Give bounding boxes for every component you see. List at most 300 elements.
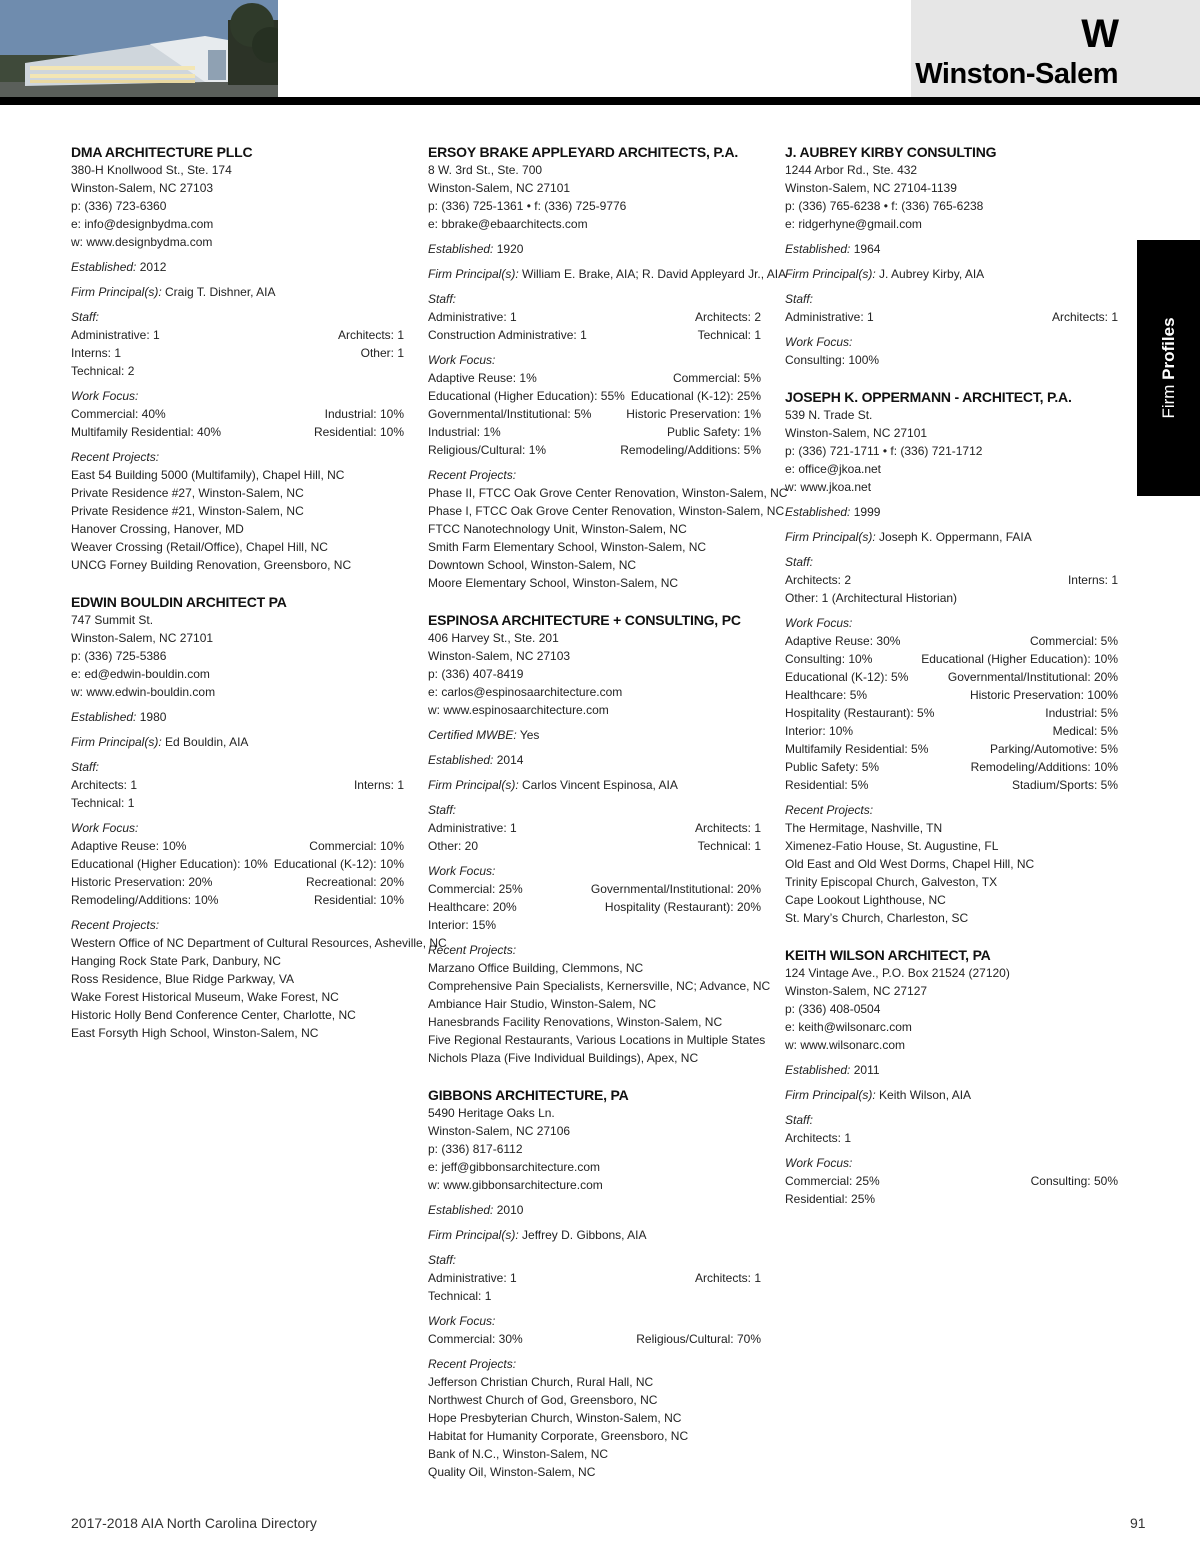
firm-work-focus-row <box>785 722 1118 740</box>
firm-established-value: 2010 <box>496 1203 524 1217</box>
firm-staff <box>785 1111 1118 1147</box>
firm-address-line: Winston-Salem, NC 27103 <box>428 649 571 663</box>
project-item: Hanesbrands Facility Renovations, Winston-Salem, NC <box>428 1015 723 1029</box>
firm-projects-label: Recent Projects: <box>71 450 160 464</box>
firm-principals-label: Firm Principal(s): <box>785 530 876 544</box>
firm-work-focus-label: Work Focus: <box>428 864 496 878</box>
firm-work-focus <box>428 351 761 459</box>
firm-principals-value: Joseph K. Oppermann, FAIA <box>879 530 1032 544</box>
firm-name: J. AUBREY KIRBY CONSULTING <box>785 144 997 160</box>
header-section-tab <box>911 0 1200 97</box>
project-item: Bank of N.C., Winston-Salem, NC <box>428 1447 609 1461</box>
firm-address-line: 380-H Knollwood St., Ste. 174 <box>71 163 232 177</box>
firm-work-focus-row <box>428 387 761 405</box>
firm-established-label: Established: <box>71 710 137 724</box>
firm-entry <box>428 610 771 1067</box>
firm-established-value: 1980 <box>139 710 167 724</box>
firm-staff-row <box>428 1287 761 1305</box>
side-tab-prefix: Firm <box>1158 384 1178 419</box>
firm-name: ERSOY BRAKE APPLEYARD ARCHITECTS, P.A. <box>428 144 739 160</box>
header-building-photo <box>0 0 278 97</box>
firm-work-focus-row <box>428 405 761 423</box>
firm-projects <box>428 941 771 1067</box>
firm-address-line: 1244 Arbor Rd., Ste. 432 <box>785 163 918 177</box>
firm-work-focus-item: Public Safety: 1% <box>666 425 761 439</box>
firm-staff-item: Administrative: 1 <box>428 821 517 835</box>
firm-work-focus-item: Multifamily Residential: 5% <box>785 742 929 756</box>
firm-entry <box>71 142 404 574</box>
firm-name: DMA ARCHITECTURE PLLC <box>71 144 253 160</box>
firm-principals-value: J. Aubrey Kirby, AIA <box>879 267 985 281</box>
firm-work-focus <box>71 819 404 909</box>
firm-principals-value: Carlos Vincent Espinosa, AIA <box>522 778 678 792</box>
project-item: Northwest Church of God, Greensboro, NC <box>428 1393 658 1407</box>
firm-projects-label: Recent Projects: <box>428 943 517 957</box>
project-item: St. Mary’s Church, Charleston, SC <box>785 911 969 925</box>
firm-established-label: Established: <box>428 242 494 256</box>
firm-name: KEITH WILSON ARCHITECT, PA <box>785 947 991 963</box>
project-item: Five Regional Restaurants, Various Locations in Multiple States <box>428 1033 766 1047</box>
firm-established <box>428 751 761 769</box>
firm-work-focus-item: Interior: 10% <box>785 724 854 738</box>
firm-work-focus-item: Multifamily Residential: 40% <box>71 425 222 439</box>
project-item: East Forsyth High School, Winston-Salem, NC <box>71 1026 319 1040</box>
firm-staff-row <box>785 1129 1118 1147</box>
project-item: Old East and Old West Dorms, Chapel Hill, NC <box>785 857 1035 871</box>
firm-work-focus-item: Historic Preservation: 100% <box>969 688 1118 702</box>
firm-principals-label: Firm Principal(s): <box>71 285 162 299</box>
firm-staff-row <box>785 571 1118 589</box>
firm-principals-value: Ed Bouldin, AIA <box>165 735 249 749</box>
project-item: UNCG Forney Building Renovation, Greensboro, NC <box>71 558 352 572</box>
firm-established-label: Established: <box>71 260 137 274</box>
firm-principals-label: Firm Principal(s): <box>71 735 162 749</box>
firm-work-focus-item: Adaptive Reuse: 1% <box>428 371 537 385</box>
firm-mwbe-value: Yes <box>519 728 540 742</box>
project-item: Hanover Crossing, Hanover, MD <box>71 522 244 536</box>
project-item: Historic Holly Bend Conference Center, Charlotte, NC <box>71 1008 356 1022</box>
firm-work-focus-item: Recreational: 20% <box>305 875 404 889</box>
firm-established-label: Established: <box>428 753 494 767</box>
firm-staff-item: Architects: 1 <box>71 778 138 792</box>
firm-projects <box>71 448 404 574</box>
firm-work-focus-item: Commercial: 30% <box>428 1332 523 1346</box>
firm-principals <box>428 1226 761 1244</box>
firm-work-focus-item: Healthcare: 20% <box>428 900 517 914</box>
firm-established <box>785 240 1118 258</box>
firm-work-focus-row <box>428 898 761 916</box>
firm-staff-item: Architects: 2 <box>785 573 852 587</box>
firm-staff <box>785 290 1118 326</box>
firm-work-focus-label: Work Focus: <box>71 821 139 835</box>
firm-contact-line: w: www.designbydma.com <box>71 235 213 249</box>
firm-staff-item: Technical: 2 <box>71 364 135 378</box>
firm-established-value: 2012 <box>139 260 167 274</box>
project-item: Phase I, FTCC Oak Grove Center Renovation, Winston-Salem, NC <box>428 504 785 518</box>
firm-work-focus-item: Educational (Higher Education): 10% <box>921 652 1118 666</box>
firm-contact-line: e: info@designbydma.com <box>71 217 214 231</box>
firm-work-focus-item: Industrial: 10% <box>324 407 404 421</box>
project-item: Nichols Plaza (Five Individual Buildings), Apex, NC <box>428 1051 699 1065</box>
firm-staff <box>428 1251 761 1305</box>
firm-contact-line: w: www.wilsonarc.com <box>785 1038 906 1052</box>
firm-work-focus-item: Commercial: 5% <box>1029 634 1118 648</box>
firm-work-focus-row <box>785 758 1118 776</box>
firm-staff <box>785 553 1118 607</box>
firm-principals <box>785 265 1118 283</box>
firm-principals <box>71 733 404 751</box>
firm-name: JOSEPH K. OPPERMANN - ARCHITECT, P.A. <box>785 389 1072 405</box>
firm-staff-item: Architects: 1 <box>1051 310 1118 324</box>
firm-staff-row <box>71 794 404 812</box>
firm-principals <box>785 528 1118 546</box>
firm-address-line: Winston-Salem, NC 27101 <box>71 631 214 645</box>
firm-projects <box>428 466 788 592</box>
firm-address-line: Winston-Salem, NC 27103 <box>71 181 214 195</box>
firm-work-focus-row <box>428 423 761 441</box>
firm-work-focus-row <box>71 855 404 873</box>
firm-work-focus-row <box>785 686 1118 704</box>
section-letter: W <box>1081 12 1118 56</box>
firm-established-label: Established: <box>785 242 851 256</box>
firm-staff-row <box>428 837 761 855</box>
firm-staff-label: Staff: <box>428 292 457 306</box>
project-item: Western Office of NC Department of Cultural Resources, Asheville, NC <box>71 936 447 950</box>
firm-staff-item: Interns: 1 <box>71 346 122 360</box>
firm-staff-item: Interns: 1 <box>353 778 404 792</box>
firm-work-focus-item: Medical: 5% <box>1052 724 1118 738</box>
firm-work-focus-item: Consulting: 10% <box>785 652 873 666</box>
firm-staff-item: Interns: 1 <box>1067 573 1118 587</box>
firm-staff-row <box>428 1269 761 1287</box>
side-tab-label <box>1159 317 1179 418</box>
project-item: Ross Residence, Blue Ridge Parkway, VA <box>71 972 294 986</box>
firm-address-line: Winston-Salem, NC 27101 <box>785 426 928 440</box>
firm-contact-line: w: www.edwin-bouldin.com <box>71 685 216 699</box>
firm-work-focus-row <box>71 405 404 423</box>
firm-contact-line: e: ed@edwin-bouldin.com <box>71 667 210 681</box>
firm-principals <box>785 1086 1118 1104</box>
firm-staff-item: Technical: 1 <box>697 839 761 853</box>
firm-work-focus-item: Industrial: 1% <box>428 425 501 439</box>
firm-established-label: Established: <box>785 505 851 519</box>
firm-work-focus-item: Adaptive Reuse: 10% <box>71 839 187 853</box>
firm-address-line: Winston-Salem, NC 27104-1139 <box>785 181 957 195</box>
firm-entry <box>785 387 1118 927</box>
firm-work-focus-row <box>785 704 1118 722</box>
firm-staff-label: Staff: <box>71 760 100 774</box>
firm-staff-item: Architects: 2 <box>694 310 761 324</box>
firm-principals-value: William E. Brake, AIA; R. David Appleyard Jr., AIA <box>522 267 787 281</box>
firm-work-focus <box>785 333 1118 369</box>
firm-principals-value: Keith Wilson, AIA <box>879 1088 972 1102</box>
firm-principals <box>71 283 404 301</box>
project-item: Hope Presbyterian Church, Winston-Salem, NC <box>428 1411 682 1425</box>
firm-entry <box>428 1085 761 1481</box>
firm-projects-label: Recent Projects: <box>428 1357 517 1371</box>
firm-principals-label: Firm Principal(s): <box>785 267 876 281</box>
firm-work-focus-item: Remodeling/Additions: 10% <box>970 760 1118 774</box>
firm-work-focus-row <box>71 423 404 441</box>
firm-work-focus-item: Governmental/Institutional: 20% <box>947 670 1118 684</box>
firm-work-focus-item: Commercial: 10% <box>309 839 404 853</box>
firm-staff-item: Administrative: 1 <box>785 310 874 324</box>
firm-work-focus-row <box>785 1190 1118 1208</box>
firm-entry <box>71 592 447 1042</box>
firm-principals-value: Craig T. Dishner, AIA <box>165 285 276 299</box>
firm-address-line: Winston-Salem, NC 27101 <box>428 181 571 195</box>
project-item: Smith Farm Elementary School, Winston-Salem, NC <box>428 540 707 554</box>
firm-work-focus-item: Religious/Cultural: 70% <box>636 1332 761 1346</box>
project-item: Private Residence #27, Winston-Salem, NC <box>71 486 304 500</box>
firm-address-line: Winston-Salem, NC 27127 <box>785 984 928 998</box>
firm-work-focus-item: Hospitality (Restaurant): 5% <box>785 706 935 720</box>
firm-address-line: 124 Vintage Ave., P.O. Box 21524 (27120) <box>785 966 1010 980</box>
firm-staff-row <box>71 776 404 794</box>
firm-contact-line: w: www.espinosaarchitecture.com <box>428 703 609 717</box>
firm-work-focus-label: Work Focus: <box>71 389 139 403</box>
firm-staff-row <box>71 326 404 344</box>
project-item: Trinity Episcopal Church, Galveston, TX <box>785 875 998 889</box>
firm-staff-item: Technical: 1 <box>697 328 761 342</box>
project-item: Private Residence #21, Winston-Salem, NC <box>71 504 304 518</box>
project-item: Ximenez-Fatio House, St. Augustine, FL <box>785 839 999 853</box>
project-item: Cape Lookout Lighthouse, NC <box>785 893 946 907</box>
firm-work-focus-label: Work Focus: <box>785 1156 853 1170</box>
firm-work-focus <box>785 1154 1118 1208</box>
firm-entry <box>428 142 788 592</box>
firm-principals <box>428 776 761 794</box>
firm-projects <box>71 916 447 1042</box>
firm-established-value: 2014 <box>496 753 524 767</box>
side-section-tab[interactable] <box>1137 240 1200 496</box>
firm-address-line: 5490 Heritage Oaks Ln. <box>428 1106 555 1120</box>
page-number: 91 <box>1130 1515 1146 1531</box>
firm-work-focus-row <box>71 873 404 891</box>
firm-established <box>428 1201 761 1219</box>
firm-work-focus-item: Educational (K-12): 10% <box>273 857 404 871</box>
firm-staff-label: Staff: <box>785 555 814 569</box>
firm-projects <box>428 1355 761 1481</box>
firm-staff-item: Construction Administrative: 1 <box>428 328 587 342</box>
firm-work-focus <box>428 1312 761 1348</box>
firm-work-focus-row <box>785 1172 1118 1190</box>
firm-work-focus-item: Educational (K-12): 5% <box>785 670 909 684</box>
firm-staff-item: Architects: 1 <box>337 328 404 342</box>
firm-contact-line: w: www.gibbonsarchitecture.com <box>428 1178 603 1192</box>
firm-mwbe <box>428 726 761 744</box>
firm-work-focus-item: Commercial: 5% <box>672 371 761 385</box>
firm-work-focus-item: Interior: 15% <box>428 918 497 932</box>
firm-contact-line: p: (336) 721-1711 • f: (336) 721-1712 <box>785 444 983 458</box>
project-item: Weaver Crossing (Retail/Office), Chapel Hill, NC <box>71 540 328 554</box>
firm-contact-line: p: (336) 725-5386 <box>71 649 167 663</box>
firm-work-focus-label: Work Focus: <box>785 616 853 630</box>
firm-work-focus-item: Remodeling/Additions: 5% <box>620 443 761 457</box>
firm-contact-line: e: bbrake@ebaarchitects.com <box>428 217 588 231</box>
firm-established-value: 2011 <box>853 1063 880 1077</box>
firm-work-focus-item: Commercial: 40% <box>71 407 166 421</box>
firm-name: EDWIN BOULDIN ARCHITECT PA <box>71 594 287 610</box>
firm-work-focus-item: Residential: 10% <box>313 893 404 907</box>
firm-work-focus-item: Remodeling/Additions: 10% <box>71 893 219 907</box>
firm-staff-item: Architects: 1 <box>785 1131 852 1145</box>
firm-staff-item: Other: 20 <box>428 839 479 853</box>
firm-established-value: 1920 <box>496 242 524 256</box>
firm-staff-item: Administrative: 1 <box>71 328 160 342</box>
firm-address-line: 747 Summit St. <box>71 613 154 627</box>
firm-work-focus-item: Educational (Higher Education): 10% <box>71 857 268 871</box>
firm-address-line: 406 Harvey St., Ste. 201 <box>428 631 559 645</box>
firm-contact-line: e: ridgerhyne@gmail.com <box>785 217 922 231</box>
firm-address-line: 539 N. Trade St. <box>785 408 873 422</box>
firm-work-focus-item: Commercial: 25% <box>428 882 523 896</box>
project-item: Downtown School, Winston-Salem, NC <box>428 558 637 572</box>
firm-principals-label: Firm Principal(s): <box>785 1088 876 1102</box>
firm-work-focus-row <box>428 880 761 898</box>
firm-staff-item: Technical: 1 <box>428 1289 492 1303</box>
firm-staff-item: Administrative: 1 <box>428 310 517 324</box>
firm-work-focus-row <box>785 668 1118 686</box>
project-item: East 54 Building 5000 (Multifamily), Chapel Hill, NC <box>71 468 345 482</box>
firm-work-focus-row <box>428 441 761 459</box>
firm-work-focus-item: Residential: 10% <box>313 425 404 439</box>
firm-staff <box>428 801 761 855</box>
header-rule <box>0 97 1200 105</box>
firm-work-focus-label: Work Focus: <box>428 1314 496 1328</box>
section-city: Winston-Salem <box>915 58 1118 90</box>
firm-work-focus-row <box>71 891 404 909</box>
firm-staff-label: Staff: <box>428 803 457 817</box>
firm-work-focus-item: Educational (K-12): 25% <box>630 389 761 403</box>
firm-staff-row <box>785 308 1118 326</box>
firm-staff-row <box>428 819 761 837</box>
firm-address-line: Winston-Salem, NC 27106 <box>428 1124 571 1138</box>
firm-staff-item: Technical: 1 <box>71 796 135 810</box>
firm-work-focus-item: Residential: 5% <box>785 778 869 792</box>
side-tab-bold: Profiles <box>1158 317 1178 380</box>
firm-work-focus-row <box>785 351 1118 369</box>
firm-work-focus-item: Residential: 25% <box>785 1192 876 1206</box>
firm-entry <box>785 945 1118 1208</box>
firm-principals-label: Firm Principal(s): <box>428 778 519 792</box>
firm-name: ESPINOSA ARCHITECTURE + CONSULTING, PC <box>428 612 741 628</box>
firm-work-focus-item: Religious/Cultural: 1% <box>428 443 547 457</box>
firm-staff-label: Staff: <box>428 1253 457 1267</box>
firm-work-focus-item: Governmental/Institutional: 5% <box>428 407 592 421</box>
firm-name: GIBBONS ARCHITECTURE, PA <box>428 1087 629 1103</box>
building-photo-illustration <box>0 0 278 97</box>
firm-work-focus-label: Work Focus: <box>428 353 496 367</box>
firm-staff-row <box>428 308 761 326</box>
firm-work-focus <box>71 387 404 441</box>
firm-staff-row <box>785 589 1118 607</box>
firm-contact-line: p: (336) 817-6112 <box>428 1142 523 1156</box>
firm-established <box>71 708 404 726</box>
firm-established <box>71 258 404 276</box>
firm-column-2 <box>428 142 788 1499</box>
firm-work-focus-row <box>785 632 1118 650</box>
firm-work-focus-item: Parking/Automotive: 5% <box>989 742 1118 756</box>
firm-principals-label: Firm Principal(s): <box>428 267 519 281</box>
firm-staff-row <box>428 326 761 344</box>
firm-work-focus-item: Consulting: 50% <box>1030 1174 1118 1188</box>
firm-principals <box>428 265 787 283</box>
firm-work-focus <box>428 862 761 934</box>
firm-staff <box>71 758 404 812</box>
firm-contact-line: p: (336) 723-6360 <box>71 199 167 213</box>
firm-contact-line: e: carlos@espinosaarchitecture.com <box>428 685 623 699</box>
project-item: Hanging Rock State Park, Danbury, NC <box>71 954 281 968</box>
firm-contact-line: e: jeff@gibbonsarchitecture.com <box>428 1160 601 1174</box>
firm-mwbe-label: Certified MWBE: <box>428 728 517 742</box>
firm-work-focus-item: Hospitality (Restaurant): 20% <box>604 900 761 914</box>
firm-staff-item: Other: 1 (Architectural Historian) <box>785 591 958 605</box>
firm-work-focus-item: Governmental/Institutional: 20% <box>590 882 761 896</box>
project-item: Moore Elementary School, Winston-Salem, NC <box>428 576 679 590</box>
firm-staff <box>428 290 761 344</box>
firm-staff-label: Staff: <box>71 310 100 324</box>
footer-title: 2017-2018 AIA North Carolina Directory <box>71 1515 317 1531</box>
firm-contact-line: p: (336) 407-8419 <box>428 667 524 681</box>
firm-work-focus-row <box>785 650 1118 668</box>
firm-work-focus-item: Historic Preservation: 1% <box>626 407 761 421</box>
firm-established-label: Established: <box>428 1203 494 1217</box>
firm-established <box>785 503 1118 521</box>
firm-work-focus-item: Educational (Higher Education): 55% <box>428 389 625 403</box>
firm-projects <box>785 801 1118 927</box>
firm-work-focus-item: Commercial: 25% <box>785 1174 880 1188</box>
project-item: The Hermitage, Nashville, TN <box>785 821 943 835</box>
project-item: Habitat for Humanity Corporate, Greensboro, NC <box>428 1429 689 1443</box>
firm-principals-label: Firm Principal(s): <box>428 1228 519 1242</box>
firm-projects-label: Recent Projects: <box>785 803 874 817</box>
firm-contact-line: e: keith@wilsonarc.com <box>785 1020 912 1034</box>
project-item: Quality Oil, Winston-Salem, NC <box>428 1465 596 1479</box>
firm-staff-item: Other: 1 <box>360 346 404 360</box>
firm-work-focus-item: Stadium/Sports: 5% <box>1011 778 1118 792</box>
firm-work-focus-row <box>785 740 1118 758</box>
project-item: Jefferson Christian Church, Rural Hall, NC <box>428 1375 654 1389</box>
firm-contact-line: w: www.jkoa.net <box>785 480 872 494</box>
firm-projects-label: Recent Projects: <box>428 468 517 482</box>
firm-work-focus-label: Work Focus: <box>785 335 853 349</box>
firm-work-focus-item: Adaptive Reuse: 30% <box>785 634 901 648</box>
project-item: Wake Forest Historical Museum, Wake Forest, NC <box>71 990 339 1004</box>
firm-contact-line: e: office@jkoa.net <box>785 462 882 476</box>
firm-work-focus-item: Healthcare: 5% <box>785 688 868 702</box>
firm-staff-item: Architects: 1 <box>694 1271 761 1285</box>
firm-entry <box>785 142 1118 369</box>
firm-contact-line: p: (336) 725-1361 • f: (336) 725-9776 <box>428 199 627 213</box>
firm-work-focus-item: Public Safety: 5% <box>785 760 880 774</box>
project-item: Comprehensive Pain Specialists, Kernersville, NC; Advance, NC <box>428 979 771 993</box>
firm-established <box>785 1061 1118 1079</box>
firm-staff-row <box>71 362 404 380</box>
firm-staff-item: Administrative: 1 <box>428 1271 517 1285</box>
firm-column-3 <box>785 142 1118 1226</box>
firm-work-focus-item: Historic Preservation: 20% <box>71 875 213 889</box>
firm-work-focus-row <box>428 916 761 934</box>
firm-staff <box>71 308 404 380</box>
firm-work-focus <box>785 614 1118 794</box>
firm-work-focus-row <box>428 369 761 387</box>
firm-staff-row <box>71 344 404 362</box>
project-item: Marzano Office Building, Clemmons, NC <box>428 961 644 975</box>
project-item: FTCC Nanotechnology Unit, Winston-Salem, NC <box>428 522 687 536</box>
firm-staff-label: Staff: <box>785 292 814 306</box>
firm-contact-line: p: (336) 765-6238 • f: (336) 765-6238 <box>785 199 984 213</box>
